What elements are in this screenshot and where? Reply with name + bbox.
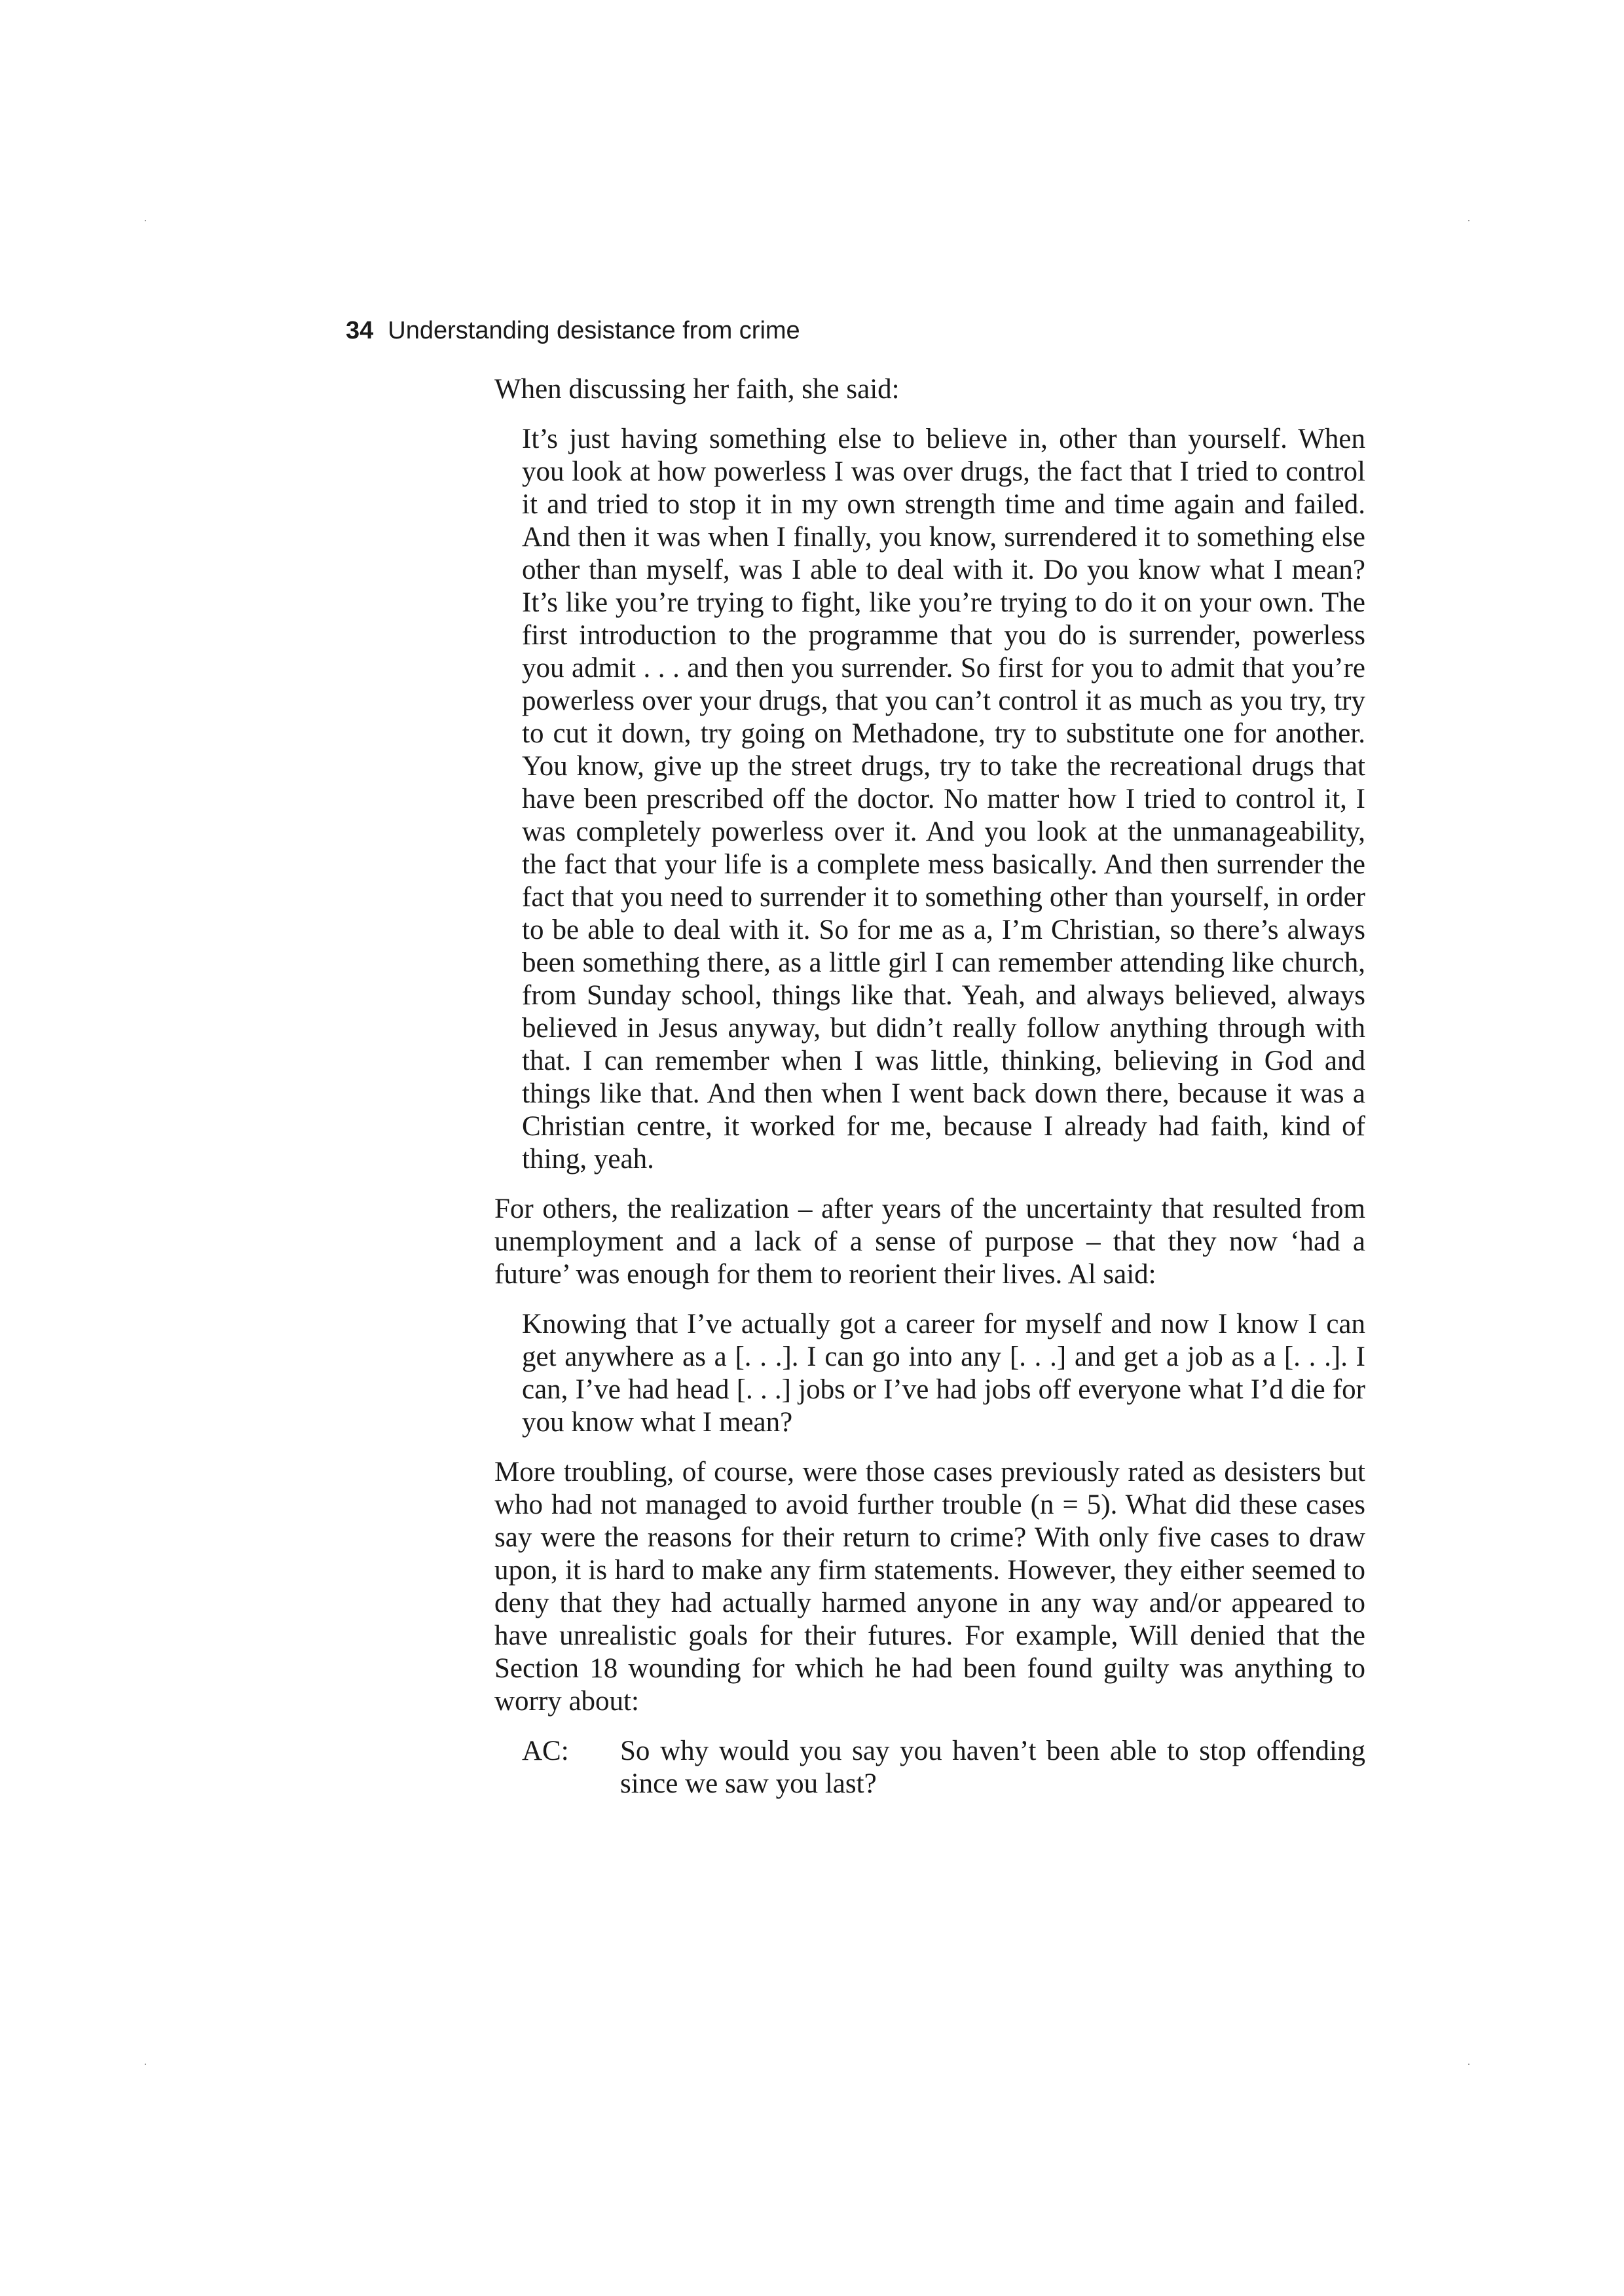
intro-paragraph: When discussing her faith, she said: [494,374,900,405]
faith-quote: It’s just having something else to believe in, other than yourself. When you look at how powerless I was over drugs, the fact that I tried to control it and tried to stop it in my own strength time and time again and failed. And then it was when I finally, you know, surrendered it to something else other than myself, was I able to deal with it. Do you know what I mean? It’s like you’re trying to fight, like you’re trying to do it on your own. The first introduction to the programme that you do is surrender, powerless you admit . . . and then you surrender. So first for you to admit that you’re powerless over your drugs, that you can’t control it as much as you try, try to cut it down, try going on Methadone, try to substitute one for another. You know, give up the street drugs, try to take the recreational drugs that have been prescribed off the doctor. No matter how I tried to control it, I was completely powerless over it. And you look at the unmanageability, the fact that your life is a complete mess basically. And then surrender the fact that you need to surrender it to something other than yourself, in order to be able to deal with it. So for me as a, I’m Christian, so there’s always been something there, as a little girl I can remember attending like church, from Sunday school, things like that. Yeah, and always believed, always believed in Jesus anyway, but didn’t really follow anything through with that. I can remember when I was little, thinking, believing in God and things like that. And then when I went back down there, because it was a Christian centre, it worked for me, because I already had faith, kind of thing, yeah. [522,424,1365,1175]
page-number: 34 [346,317,374,344]
interview-exchange [494,1735,1365,1800]
crop-mark-top-left [143,219,147,223]
career-quote: Knowing that I’ve actually got a career for myself and now I know I can get anywhere as a [. . .]. I can go into any [. . .] and get a job as a [. . .]. I can, I’ve had head [. . .] jobs or I’ve had jobs off everyone what I’d die for you know what I mean? [522,1309,1365,1438]
troubling-paragraph: More troubling, of course, were those cases previously rated as desisters but who had not managed to avoid further trouble (n = 5). What did these cases say were the reasons for their return to crime? With only five cases to draw upon, it is hard to make any firm statements. However, they either seemed to deny that they had actually harmed anyone in any way and/or appeared to have unrealistic goals for their futures. For example, Will denied that the Section 18 wounding for which he had been found guilty was anything to worry about: [494,1457,1365,1717]
running-title: Understanding desistance from crime [388,317,800,344]
page-body [494,373,1365,1800]
crop-mark-bottom-right [1467,2062,1471,2066]
speaker-line: So why would you say you haven’t been able to stop offending since we saw you last? [620,1736,1365,1799]
future-paragraph: For others, the realization – after years of the uncertainty that resulted from unemployment and a lack of a sense of purpose – that they now ‘had a future’ was enough for them to reorient their lives. Al said: [494,1194,1365,1290]
crop-mark-bottom-left [143,2062,147,2066]
speaker-label: AC: [522,1736,569,1766]
running-head [346,314,800,347]
crop-mark-top-right [1467,219,1471,223]
